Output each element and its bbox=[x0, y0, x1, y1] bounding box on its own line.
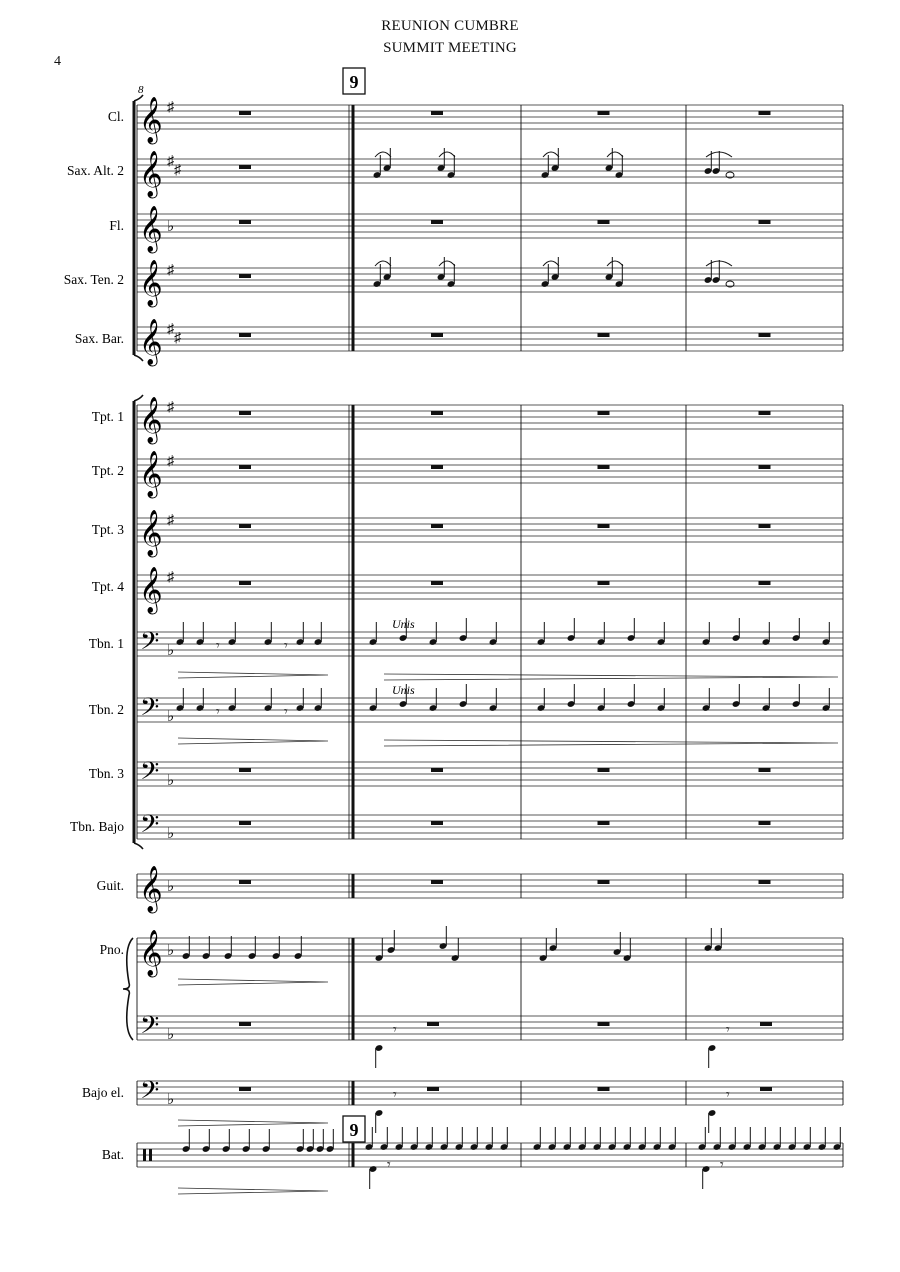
whole-rest-icon bbox=[431, 880, 443, 884]
whole-rest-icon bbox=[239, 581, 251, 585]
flat-icon: ♭ bbox=[167, 879, 175, 895]
whole-rest-icon bbox=[759, 768, 771, 772]
staff bbox=[64, 257, 843, 308]
treble-clef-icon: 𝄞 bbox=[139, 451, 163, 496]
whole-rest-icon bbox=[598, 220, 610, 224]
eighth-rest-icon: 𝄾 bbox=[726, 1088, 730, 1103]
hairpin bbox=[178, 979, 328, 985]
whole-rest-icon bbox=[598, 111, 610, 115]
whole-rest-icon bbox=[598, 821, 610, 825]
bass-clef-icon: 𝄢 bbox=[140, 694, 160, 727]
sharp-icon: ♯ bbox=[167, 570, 174, 585]
flat-icon: ♭ bbox=[167, 1092, 175, 1108]
whole-rest-icon bbox=[759, 465, 771, 469]
eighth-rest-icon: 𝄾 bbox=[216, 639, 220, 654]
eighth-rest-icon: 𝄾 bbox=[393, 1088, 397, 1103]
rehearsal-number: 9 bbox=[349, 1120, 359, 1140]
whole-rest-icon bbox=[760, 1022, 772, 1026]
whole-rest-icon bbox=[431, 465, 443, 469]
whole-rest-icon bbox=[598, 581, 610, 585]
instrument-label: Tbn. 1 bbox=[88, 636, 124, 651]
rehearsal-mark bbox=[343, 68, 365, 94]
staff bbox=[102, 1127, 843, 1194]
slur bbox=[607, 152, 623, 157]
eighth-rest-icon: 𝄾 bbox=[393, 1023, 397, 1038]
instrument-label: Cl. bbox=[107, 109, 124, 124]
whole-rest-icon bbox=[431, 220, 443, 224]
instrument-label: Bat. bbox=[101, 1147, 124, 1162]
measure-number: 8 bbox=[138, 84, 144, 96]
eighth-rest-icon: 𝄾 bbox=[284, 639, 288, 654]
whole-rest-icon bbox=[239, 880, 251, 884]
whole-rest-icon bbox=[759, 220, 771, 224]
instrument-label: Tbn. 2 bbox=[88, 702, 124, 717]
whole-rest-icon bbox=[598, 1022, 610, 1026]
whole-rest-icon bbox=[431, 524, 443, 528]
flat-icon: ♭ bbox=[167, 943, 175, 959]
percussion-clef-icon bbox=[143, 1149, 146, 1161]
staff bbox=[92, 397, 843, 445]
treble-clef-icon: 𝄞 bbox=[139, 510, 163, 555]
sharp-icon: ♯ bbox=[167, 100, 174, 115]
staff bbox=[109, 206, 843, 254]
whole-rest-icon bbox=[239, 220, 251, 224]
sharp-icon: ♯ bbox=[174, 163, 181, 178]
slur bbox=[439, 261, 455, 266]
whole-rest-icon bbox=[759, 581, 771, 585]
slur bbox=[543, 261, 559, 266]
slur bbox=[439, 152, 455, 157]
staff bbox=[82, 1077, 843, 1133]
whole-rest-icon bbox=[431, 111, 443, 115]
rehearsal-number: 9 bbox=[349, 72, 359, 92]
instrument-label: Sax. Bar. bbox=[74, 331, 124, 346]
treble-clef-icon: 𝄞 bbox=[139, 206, 163, 251]
staff bbox=[100, 926, 843, 985]
page-number: 4 bbox=[54, 54, 61, 69]
flat-icon: ♭ bbox=[167, 773, 175, 789]
flat-icon: ♭ bbox=[167, 1027, 175, 1043]
whole-rest-icon bbox=[598, 333, 610, 337]
staff bbox=[89, 617, 843, 680]
instrument-label: Guit. bbox=[96, 878, 124, 893]
eighth-rest-icon: 𝄾 bbox=[720, 1158, 724, 1173]
whole-rest-icon bbox=[239, 524, 251, 528]
staff bbox=[137, 1012, 843, 1068]
slur bbox=[607, 261, 623, 266]
whole-rest-icon bbox=[598, 524, 610, 528]
score-subtitle: SUMMIT MEETING bbox=[383, 40, 517, 56]
rehearsal-mark bbox=[343, 1116, 365, 1142]
instrument-label: Tpt. 3 bbox=[91, 522, 124, 537]
whole-rest-icon bbox=[239, 411, 251, 415]
staff bbox=[67, 148, 843, 199]
whole-rest-icon bbox=[598, 465, 610, 469]
whole-rest-icon bbox=[759, 333, 771, 337]
staff bbox=[89, 683, 843, 746]
whole-rest-icon bbox=[759, 880, 771, 884]
eighth-rest-icon: 𝄾 bbox=[216, 705, 220, 720]
whole-rest-icon bbox=[427, 1087, 439, 1091]
whole-rest-icon bbox=[598, 411, 610, 415]
sharp-icon: ♯ bbox=[167, 513, 174, 528]
sharp-icon: ♯ bbox=[167, 322, 174, 337]
treble-clef-icon: 𝄞 bbox=[139, 930, 163, 975]
whole-rest-icon bbox=[239, 274, 251, 278]
whole-rest-icon bbox=[427, 1022, 439, 1026]
treble-clef-icon: 𝄞 bbox=[139, 866, 163, 911]
instrument-label: Tbn. Bajo bbox=[70, 819, 124, 834]
whole-rest-icon bbox=[759, 821, 771, 825]
instrument-label: Bajo el. bbox=[82, 1085, 124, 1100]
flat-icon: ♭ bbox=[167, 709, 175, 725]
hairpin bbox=[384, 740, 838, 746]
piano-brace bbox=[123, 938, 133, 1040]
whole-rest-icon bbox=[239, 165, 251, 169]
bass-clef-icon: 𝄢 bbox=[140, 1077, 160, 1110]
hairpin bbox=[178, 1188, 328, 1194]
whole-rest-icon bbox=[598, 768, 610, 772]
whole-rest-icon bbox=[759, 524, 771, 528]
whole-rest-icon bbox=[759, 411, 771, 415]
flat-icon: ♭ bbox=[167, 219, 175, 235]
instrument-label: Tpt. 1 bbox=[91, 409, 124, 424]
instrument-label: Fl. bbox=[109, 218, 124, 233]
eighth-rest-icon: 𝄾 bbox=[284, 705, 288, 720]
hairpin bbox=[178, 672, 328, 678]
treble-clef-icon: 𝄞 bbox=[139, 397, 163, 442]
percussion-clef-icon bbox=[149, 1149, 152, 1161]
slur bbox=[375, 152, 391, 157]
unis-direction: Unis bbox=[392, 617, 415, 631]
treble-clef-icon: 𝄞 bbox=[139, 567, 163, 612]
whole-rest-icon bbox=[239, 333, 251, 337]
whole-rest-icon bbox=[431, 411, 443, 415]
flat-icon: ♭ bbox=[167, 826, 175, 842]
unis-direction: Unis bbox=[392, 683, 415, 697]
whole-rest-icon bbox=[431, 581, 443, 585]
whole-rest-icon bbox=[431, 333, 443, 337]
hairpin bbox=[384, 674, 838, 680]
instrument-label: Tbn. 3 bbox=[88, 766, 124, 781]
instrument-label: Sax. Ten. 2 bbox=[63, 272, 124, 287]
sharp-icon: ♯ bbox=[167, 454, 174, 469]
instrument-label: Tpt. 4 bbox=[91, 579, 124, 594]
flat-icon: ♭ bbox=[167, 643, 175, 659]
sharp-icon: ♯ bbox=[167, 154, 174, 169]
whole-rest-icon bbox=[759, 111, 771, 115]
sharp-icon: ♯ bbox=[174, 331, 181, 346]
staff bbox=[92, 451, 843, 499]
treble-clef-icon: 𝄞 bbox=[139, 260, 163, 305]
staff bbox=[108, 97, 843, 145]
staff bbox=[89, 758, 843, 791]
whole-rest-icon bbox=[239, 1022, 251, 1026]
slur bbox=[375, 261, 391, 266]
staff bbox=[97, 866, 843, 914]
whole-rest-icon bbox=[431, 821, 443, 825]
whole-rest-icon bbox=[598, 880, 610, 884]
staff bbox=[70, 811, 843, 844]
treble-clef-icon: 𝄞 bbox=[139, 151, 163, 196]
instrument-label: Tpt. 2 bbox=[91, 463, 124, 478]
staff bbox=[92, 510, 843, 558]
whole-rest-icon bbox=[431, 768, 443, 772]
whole-rest-icon bbox=[239, 1087, 251, 1091]
bass-clef-icon: 𝄢 bbox=[140, 1012, 160, 1045]
staff bbox=[92, 567, 843, 615]
whole-rest-icon bbox=[239, 821, 251, 825]
bass-clef-icon: 𝄢 bbox=[140, 628, 160, 661]
hairpin bbox=[178, 1120, 328, 1126]
whole-rest-icon bbox=[760, 1087, 772, 1091]
whole-rest-icon bbox=[598, 1087, 610, 1091]
sharp-icon: ♯ bbox=[167, 263, 174, 278]
whole-rest-icon bbox=[239, 465, 251, 469]
instrument-label: Sax. Alt. 2 bbox=[66, 163, 124, 178]
treble-clef-icon: 𝄞 bbox=[139, 97, 163, 142]
slur bbox=[543, 152, 559, 157]
eighth-rest-icon: 𝄾 bbox=[387, 1158, 391, 1173]
score-title: REUNION CUMBRE bbox=[381, 18, 519, 34]
bass-clef-icon: 𝄢 bbox=[140, 758, 160, 791]
whole-rest-icon bbox=[239, 111, 251, 115]
staff bbox=[75, 319, 843, 367]
treble-clef-icon: 𝄞 bbox=[139, 319, 163, 364]
eighth-rest-icon: 𝄾 bbox=[726, 1023, 730, 1038]
bass-clef-icon: 𝄢 bbox=[140, 811, 160, 844]
whole-rest-icon bbox=[239, 768, 251, 772]
hairpin bbox=[178, 738, 328, 744]
instrument-label: Pno. bbox=[99, 942, 124, 957]
sharp-icon: ♯ bbox=[167, 400, 174, 415]
